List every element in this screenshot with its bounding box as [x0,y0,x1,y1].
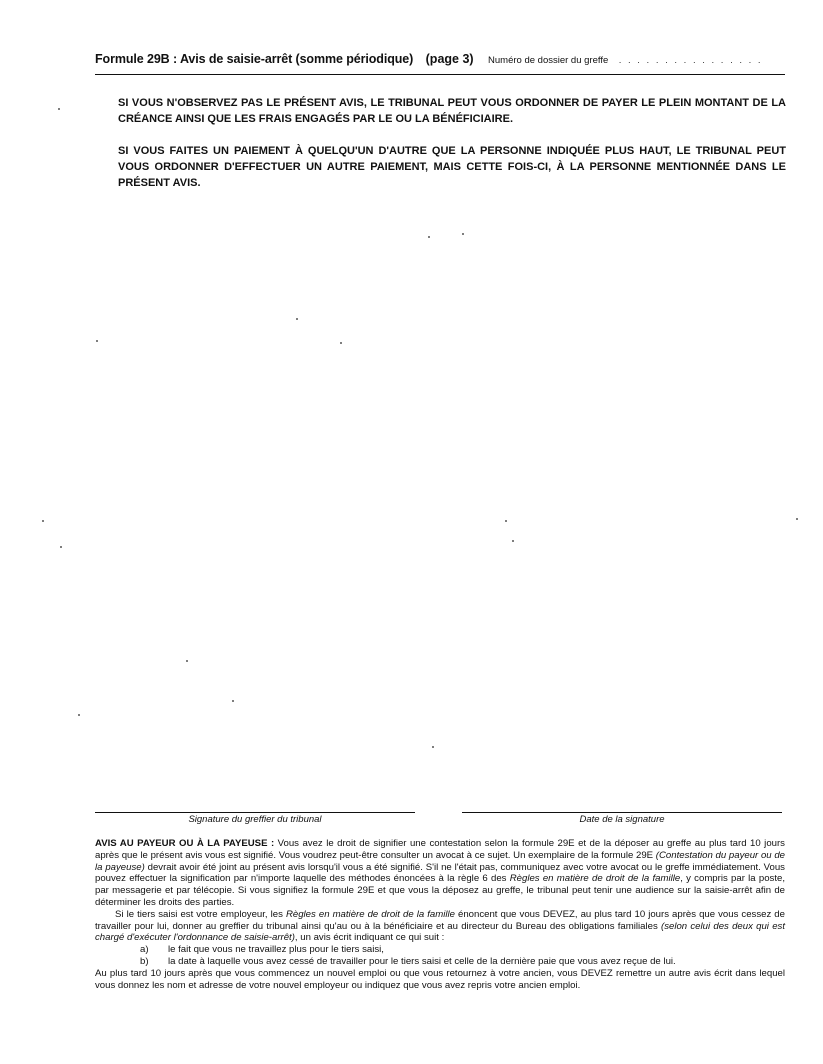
notice-text: , un avis écrit indiquant ce qui suit : [294,932,445,944]
page-number: (page 3) [425,52,474,66]
scan-speck [340,342,342,344]
scan-speck [232,700,234,702]
scan-speck [96,340,98,342]
scan-speck [505,520,507,522]
clerk-signature-caption: Signature du greffier du tribunal [188,814,322,825]
scan-speck [462,233,464,235]
notice-text: devrait avoir été joint au présent avis lorsqu'il vous a été signifié. S'il ne l'était pas, communiquez avec votre avocat ou le greffe immédiatement. Vous pouvez effectuer la signification par n'importe laquelle des méthodes énoncées à la règle 6 des [95,861,785,885]
header-divider [95,74,785,75]
scan-speck [186,660,188,662]
notice-text: Si le tiers saisi est votre employeur, les [115,908,286,920]
warning-nonpayment: SI VOUS N'OBSERVEZ PAS LE PRÉSENT AVIS, LE TRIBUNAL PEUT VOUS ORDONNER DE PAYER LE PLEIN MONTANT DE LA CRÉANCE AINSI QUE LES FRAIS ENGAGÉS PAR LE OU LA BÉNÉFICIAIRE. [118,97,786,125]
notice-text: , au plus tard 10 jours après que vous cessez de travailler pour lui, donner au greffier du tribunal ainsi qu'au ou à la bénéficiaire et au directeur du Bureau des obligations familiales [95,908,785,932]
notice-text: remettre un autre avis écrit dans lequel vous donnez les nom et adresse de votre nouvel employeur ou indiquez que vous avez repris votre ancien emploi. [95,967,786,991]
scan-speck [60,546,62,548]
scan-speck [42,520,44,522]
scan-speck [432,746,434,748]
scan-speck [78,714,80,716]
notice-heading: AVIS AU PAYEUR OU À LA PAYEUSE : [95,838,275,849]
warning-wrong-recipient: SI VOUS FAITES UN PAIEMENT À QUELQU'UN D'AUTRE QUE LA PERSONNE INDIQUÉE PLUS HAUT, LE TRIBUNAL PEUT VOUS ORDONNER D'EFFECTUER UN AUTRE PAIEMENT, MAIS CETTE FOIS-CI, À LA PERSONNE MENTIONNÉE DANS LE PRÉSENT AVIS. [118,145,786,189]
notice-text: Vous avez le droit de signifier une contestation selon la formule 29E et de la déposer au greffe au plus tard 10 jours après que le présent avis vous est signifié. Vous voudrez peut-être consulter un avocat à ce sujet. Un exemplaire de la formule 29E [95,838,785,861]
scan-speck [512,540,514,542]
payor-notice [95,838,785,991]
form-header [95,50,785,70]
scan-speck [296,318,298,320]
notice-list-item [95,956,785,968]
notice-emphasis: DEVEZ [542,908,575,920]
list-text: la date à laquelle vous avez cessé de travailler pour le tiers saisi et celle de la dernière paie que vous avez reçue de lui. [168,955,676,967]
list-marker: a) [140,944,149,956]
notice-paragraph-2 [95,909,785,944]
notice-form-title: (Contestation du payeur ou de la payeuse) [95,849,785,873]
notice-paragraph-1 [95,838,785,909]
notice-rules-title: Règles en matière de droit de la famille [285,908,455,920]
notice-text: énoncent que vous [454,908,543,920]
notice-parenthetical: (selon celui des deux qui est chargé d'exécuter l'ordonnance de saisie-arrêt) [95,920,785,944]
notice-emphasis: DEVEZ [580,967,613,979]
court-file-number-field[interactable]: . . . . . . . . . . . . . . . . [618,55,763,66]
clerk-signature-line[interactable] [95,812,415,813]
signature-date-caption: Date de la signature [579,814,665,825]
list-marker: b) [140,955,149,967]
scan-speck [58,108,60,110]
list-text: le fait que vous ne travaillez plus pour le tiers saisi, [168,944,384,956]
notice-list-item [95,944,785,956]
notice-text: , y compris par la poste, par messagerie et par télécopie. Si vous signifiez la formule 29E et que vous la déposez au greffe, le tribunal peut tenir une audience sur la saisie-arrêt afin de déterminer les droits des parties. [95,873,785,908]
court-file-number-label: Numéro de dossier du greffe [488,55,609,66]
warnings-section [118,95,786,207]
scan-speck [428,236,430,238]
signature-date-line[interactable] [462,812,782,813]
notice-text: Au plus tard 10 jours après que vous commencez un nouvel emploi ou que vous retournez à votre ancien, vous [95,967,581,979]
scan-speck [796,518,798,520]
notice-rules-title: Règles en matière de droit de la famille [509,873,681,885]
form-title: Formule 29B : Avis de saisie-arrêt (somme périodique) [95,52,414,66]
notice-paragraph-3 [95,968,785,992]
